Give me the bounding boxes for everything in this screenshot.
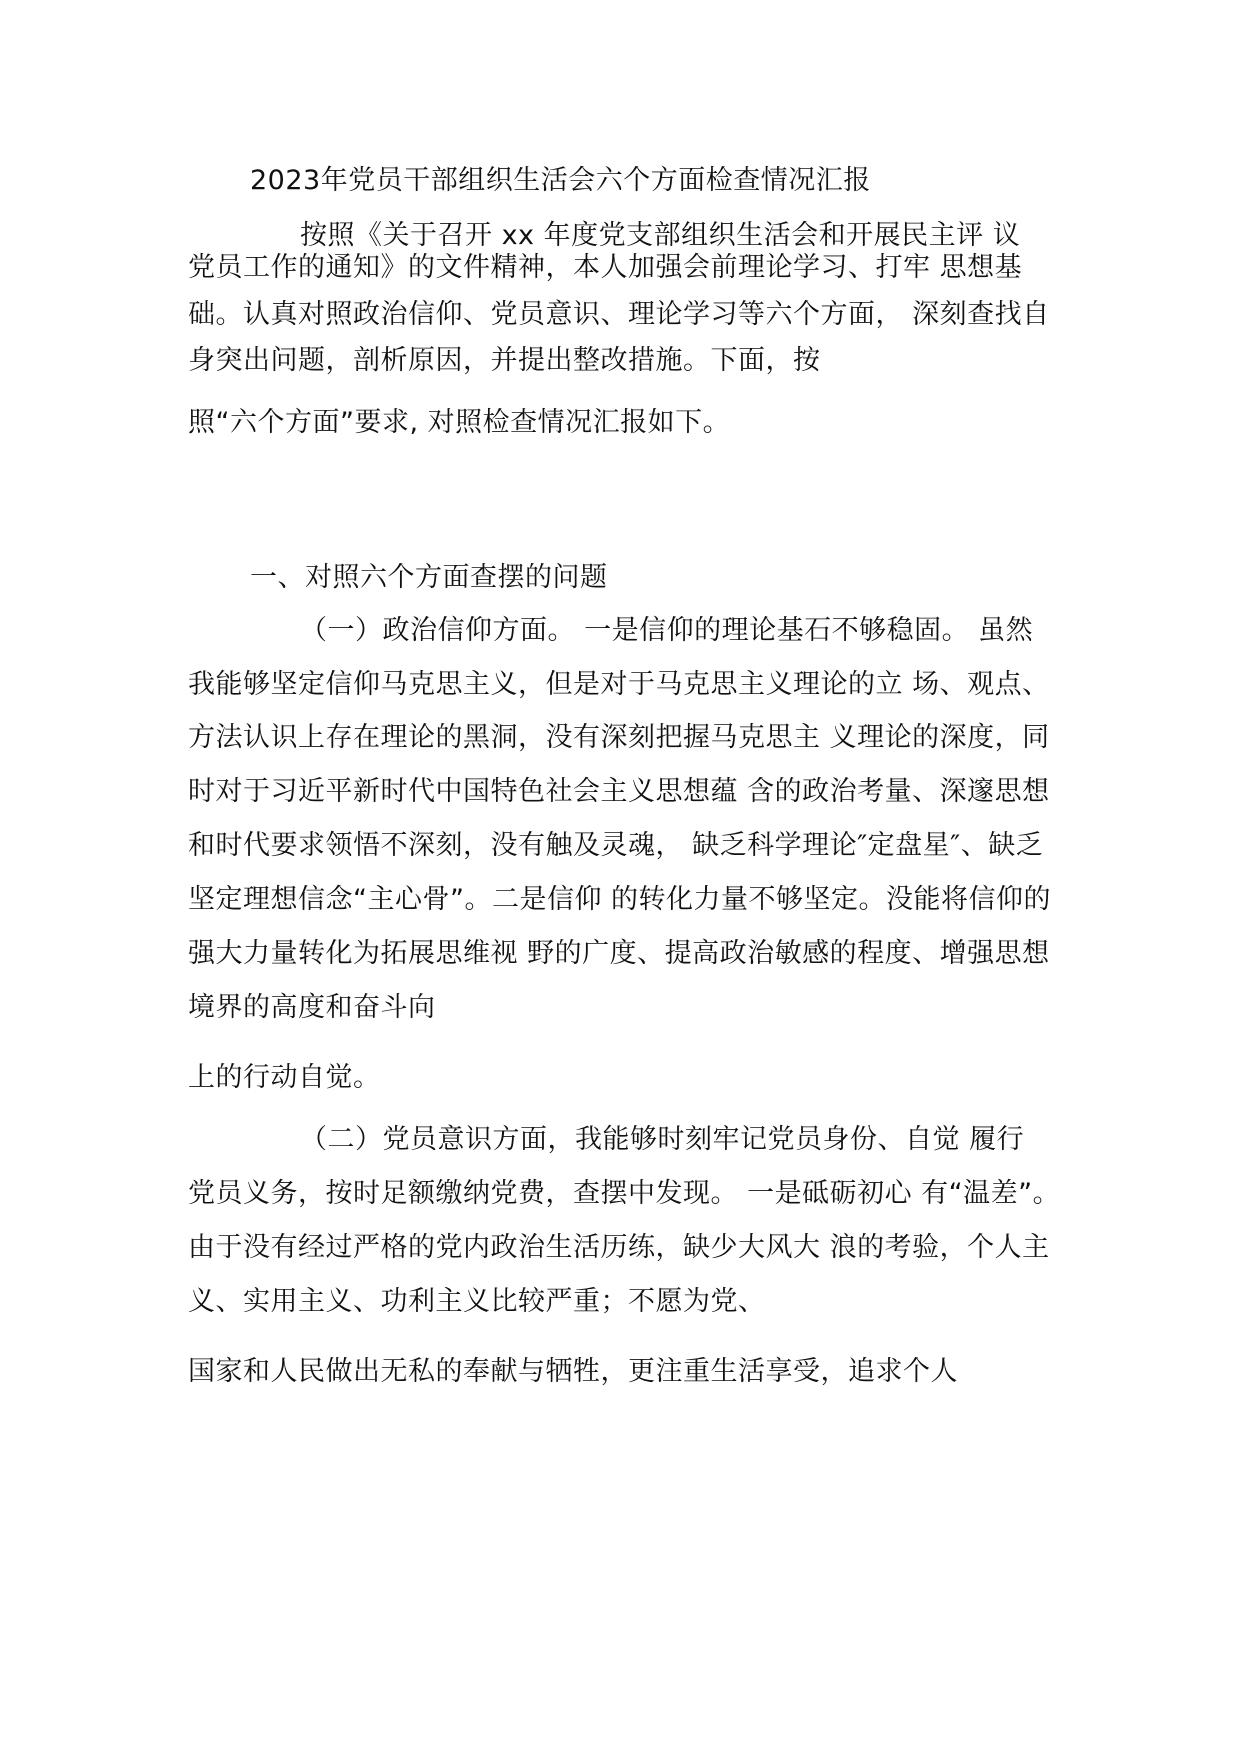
- paragraph-line: 义、实用主义、功利主义比较严重；不愿为党、: [188, 1286, 766, 1317]
- document-title: 2023年党员干部组织生活会六个方面检查情况汇报: [250, 165, 871, 196]
- paragraph-line: 础。认真对照政治信仰、党员意识、理论学习等六个方面， 深刻查找自: [188, 299, 1050, 330]
- paragraph-line: 方法认识上存在理论的黑洞，没有深刻把握马克思主 义理论的深度，同: [188, 722, 1050, 753]
- paragraph-line: 党员工作的通知》的文件精神，本人加强会前理论学习、打牢 思想基: [188, 252, 1023, 283]
- paragraph-line: 强大力量转化为拓展思维视 野的广度、提高政治敏感的程度、增强思想: [188, 938, 1050, 969]
- paragraph-line: 照“六个方面”要求, 对照检查情况汇报如下。: [188, 407, 731, 438]
- paragraph-line: 时对于习近平新时代中国特色社会主义思想蕴 含的政治考量、深邃思想: [188, 776, 1050, 807]
- paragraph-line: 上的行动自觉。: [188, 1062, 381, 1093]
- paragraph-line: 身突出问题，剖析原因，并提出整改措施。下面，按: [188, 345, 821, 376]
- paragraph-line: （一）政治信仰方面。 一是信仰的理论基石不够稳固。 虽然: [300, 615, 1034, 646]
- paragraph-line: 我能够坚定信仰马克思主义，但是对于马克思主义理论的立 场、观点、: [188, 669, 1050, 700]
- paragraph-line: 党员义务，按时足额缴纳党费，查摆中发现。 一是砥砺初心 有“温差”。: [188, 1178, 1061, 1209]
- paragraph-line: 坚定理想信念“主心骨”。二是信仰 的转化力量不够坚定。没能将信仰的: [188, 884, 1052, 915]
- paragraph-line: 由于没有经过严格的党内政治生活历练，缺少大风大 浪的考验，个人主: [188, 1232, 1050, 1263]
- paragraph-line: 按照《关于召开 xx 年度党支部组织生活会和开展民主评 议: [300, 220, 1021, 251]
- paragraph-line: 国家和人民做出无私的奉献与牺牲，更注重生活享受，追求个人: [188, 1356, 958, 1387]
- paragraph-line: 和时代要求领悟不深刻，没有触及灵魂， 缺乏科学理论″定盘星″、缺乏: [188, 830, 1044, 861]
- paragraph-line: 境界的高度和奋斗向: [188, 992, 436, 1023]
- section-heading: 一、对照六个方面查摆的问题: [250, 562, 608, 593]
- paragraph-line: （二）党员意识方面，我能够时刻牢记党员身份、自觉 履行: [300, 1124, 1025, 1155]
